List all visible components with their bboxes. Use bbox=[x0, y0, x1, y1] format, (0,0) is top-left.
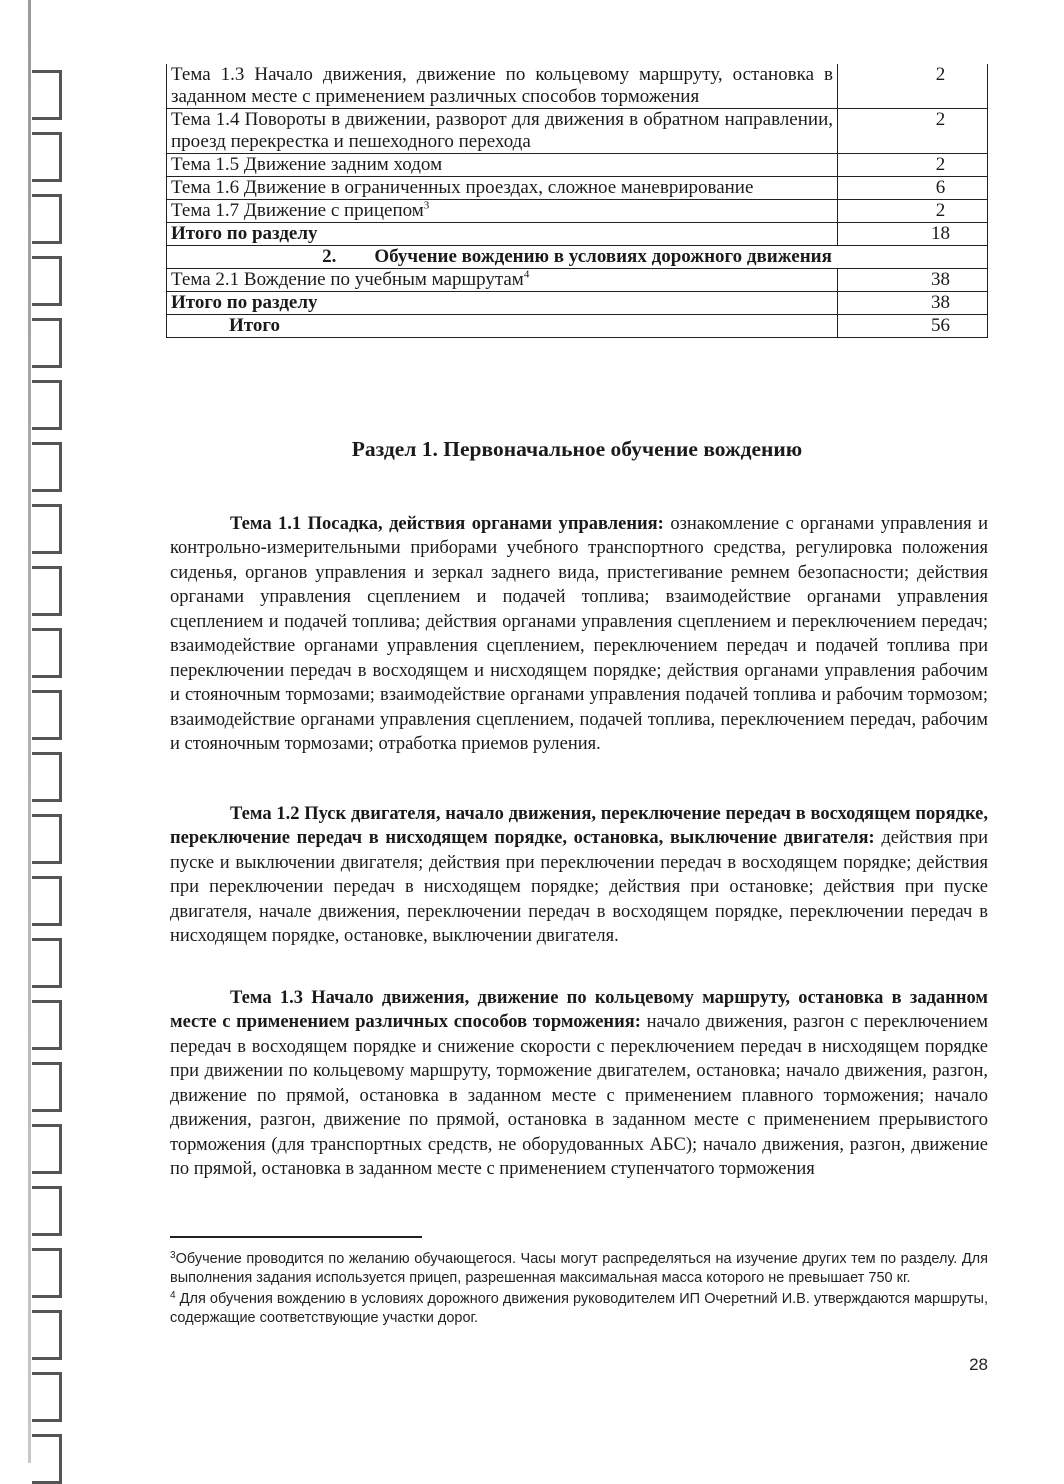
topic-hours: 38 bbox=[838, 269, 988, 292]
footnote bbox=[170, 1250, 988, 1287]
footnotes bbox=[170, 1250, 988, 1330]
binding-ring bbox=[32, 1000, 62, 1050]
binding-ring bbox=[32, 70, 62, 120]
topic-name-text: Тема 1.7 Движение с прицепом bbox=[171, 200, 424, 221]
binding-ring bbox=[32, 442, 62, 492]
topic-hours: 2 bbox=[838, 109, 988, 154]
page-number: 28 bbox=[969, 1355, 988, 1374]
table-row bbox=[167, 109, 988, 154]
topic-name bbox=[167, 269, 838, 292]
binding-spine bbox=[28, 0, 31, 1463]
footnote-divider bbox=[170, 1236, 422, 1238]
footnote-ref: 3 bbox=[423, 199, 430, 212]
subtotal-hours: 38 bbox=[838, 292, 988, 315]
topic-hours: 2 bbox=[838, 154, 988, 177]
footnote-ref: 4 bbox=[523, 268, 530, 281]
binding-ring bbox=[32, 876, 62, 926]
topic-paragraph bbox=[170, 802, 988, 949]
total-hours: 56 bbox=[838, 315, 988, 338]
table-row bbox=[167, 246, 988, 269]
footnote-text: Для обучения вождению в условиях дорожного движения руководителем ИП Очеретний И.В. утверждаются маршруты, содержащие соответствующие участки дорог. bbox=[170, 1291, 988, 1326]
topic-title: Тема 1.2 Пуск двигателя, начало движения, переключение передач в восходящем порядке, переключение передач в нисходящем порядке, остановка, выключение двигателя: bbox=[170, 803, 988, 848]
table-row bbox=[167, 154, 988, 177]
topic-paragraph bbox=[170, 986, 988, 1182]
subtotal-label: Итого по разделу bbox=[167, 292, 838, 315]
total-label: Итого bbox=[167, 315, 838, 338]
table-row bbox=[167, 315, 988, 338]
binding-ring bbox=[32, 628, 62, 678]
table-row bbox=[167, 64, 988, 109]
topic-hours: 2 bbox=[838, 64, 988, 109]
topic-hours: 2 bbox=[838, 200, 988, 223]
binding-ring bbox=[32, 194, 62, 244]
binding-ring bbox=[32, 566, 62, 616]
binding-ring bbox=[32, 1434, 62, 1484]
topic-paragraph bbox=[170, 512, 988, 757]
comb-binding bbox=[0, 0, 70, 1463]
binding-ring bbox=[32, 938, 62, 988]
binding-ring bbox=[32, 814, 62, 864]
binding-ring bbox=[32, 504, 62, 554]
topic-name bbox=[167, 200, 838, 223]
binding-ring bbox=[32, 380, 62, 430]
table-row bbox=[167, 292, 988, 315]
binding-ring bbox=[32, 1372, 62, 1422]
topic-hours: 6 bbox=[838, 177, 988, 200]
topic-description: действия при пуске и выключении двигателя; действия при переключении передач в восходящем порядке; действия при переключении передач в нисходящем порядке; действия при остановке; действия при пуске двигателя, начале движения, переключении передач в восходящем порядке, переключении передач в нисходящем порядке, остановке, выключении двигателя. bbox=[170, 828, 988, 946]
binding-ring bbox=[32, 1248, 62, 1298]
binding-ring bbox=[32, 256, 62, 306]
subtotal-hours: 18 bbox=[838, 223, 988, 246]
table-row bbox=[167, 269, 988, 292]
section-heading: Раздел 1. Первоначальное обучение вождению bbox=[351, 437, 803, 461]
binding-ring bbox=[32, 690, 62, 740]
footnote-mark: 4 bbox=[170, 1290, 176, 1301]
table-row bbox=[167, 200, 988, 223]
binding-ring bbox=[32, 1124, 62, 1174]
topic-description: начало движения, разгон с переключением передач в восходящем порядке и снижение скорости с переключением передач в нисходящем порядке при движении по кольцевому маршруту, торможение двигателем, остановка; начало движения, разгон, движение по прямой, остановка в заданном месте с применением плавного торможения; начало движения, разгон, движение по прямой, остановка в заданном месте с применением прерывистого торможения (для транспортных средств, не оборудованных АБС); начало движения, разгон, движение по прямой, остановка в заданном месте с применением ступенчатого торможения bbox=[170, 1012, 989, 1179]
binding-ring bbox=[32, 1310, 62, 1360]
footnote-mark: 3 bbox=[170, 1250, 176, 1261]
hours-table bbox=[166, 64, 988, 338]
topic-name: Тема 1.4 Повороты в движении, разворот для движения в обратном направлении, проезд перекрестка и пешеходного перехода bbox=[167, 109, 838, 154]
topic-name-text: Тема 2.1 Вождение по учебным маршрутам bbox=[171, 269, 524, 290]
topic-title: Тема 1.1 Посадка, действия органами управления: bbox=[230, 513, 664, 534]
binding-ring bbox=[32, 752, 62, 802]
topic-description: ознакомление с органами управления и контрольно-измерительными приборами учебного транспортного средства, регулировка положения сиденья, органов управления и зеркал заднего вида, пристегивание ремнем безопасности; действия органами управления сцеплением и подачей топлива; взаимодействие органами управления сцеплением и подачей топлива; действия органами управления сцеплением и переключением передач; взаимодействие органами управления сцеплением, переключением передач и подачей топлива при переключении передач в восходящем и нисходящем порядке; действия органами управления рабочим и стояночным тормозами; взаимодействие органами управления подачей топлива и рабочим тормозом; взаимодействие органами управления сцеплением, подачей топлива, переключением передач, рабочим и стояночным тормозами; отработка приемов руления. bbox=[170, 513, 988, 754]
binding-ring bbox=[32, 1062, 62, 1112]
table-row bbox=[167, 177, 988, 200]
topic-name: Тема 1.6 Движение в ограниченных проездах, сложное маневрирование bbox=[167, 177, 838, 200]
footnote bbox=[170, 1290, 988, 1327]
topic-name: Тема 1.3 Начало движения, движение по кольцевому маршруту, остановка в заданном месте с применением различных способов торможения bbox=[167, 64, 838, 109]
binding-ring bbox=[32, 318, 62, 368]
binding-ring bbox=[32, 1186, 62, 1236]
binding-ring bbox=[32, 132, 62, 182]
subtotal-label: Итого по разделу bbox=[167, 223, 838, 246]
topic-title: Тема 1.3 Начало движения, движение по кольцевому маршруту, остановка в заданном месте с применением различных способов торможения: bbox=[170, 987, 988, 1032]
table-row bbox=[167, 223, 988, 246]
section-row: 2. Обучение вождению в условиях дорожного движения bbox=[167, 246, 988, 269]
topic-name: Тема 1.5 Движение задним ходом bbox=[167, 154, 838, 177]
footnote-text: Обучение проводится по желанию обучающегося. Часы могут распределяться на изучение других тем по разделу. Для выполнения задания используется прицеп, разрешенная максимальная масса которого не превышает 750 кг. bbox=[170, 1251, 988, 1286]
